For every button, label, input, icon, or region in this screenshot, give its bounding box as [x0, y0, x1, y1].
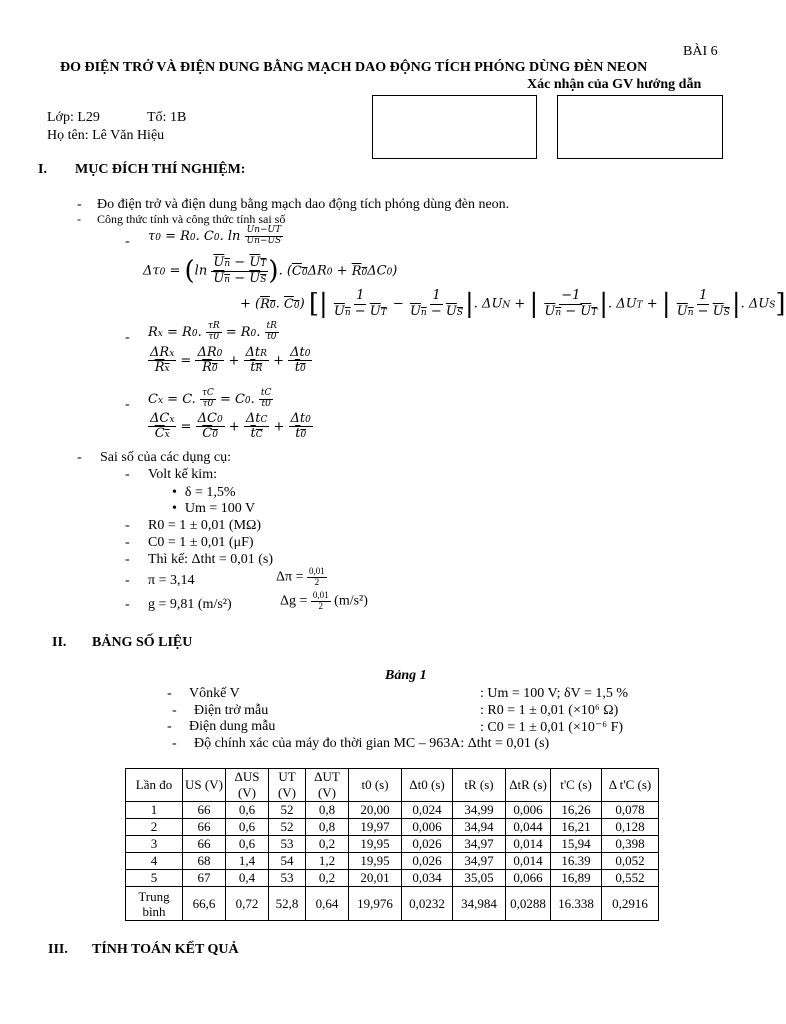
lesson-number: BÀI 6: [683, 44, 718, 59]
table-row: [126, 802, 659, 819]
cell: 0,128: [602, 819, 659, 836]
col-header: Lần đo: [126, 769, 183, 802]
table-row: [126, 836, 659, 853]
cell: 16,26: [551, 802, 602, 819]
col-header: Δ t'C (s): [602, 769, 659, 802]
cell: 0,078: [602, 802, 659, 819]
dash: -: [125, 397, 130, 412]
timer-item: Thì kế: Δtht = 0,01 (s): [148, 552, 273, 567]
section2-heading: BẢNG SỐ LIỆU: [92, 635, 193, 650]
formula-rx: Rx = R0. $\frac{\tau R}{\tau 0}$ = R0. $\frac{tR}{t0}$: [148, 321, 277, 342]
dash: -: [125, 330, 130, 345]
cell: 0,052: [602, 853, 659, 870]
cell: 0,066: [506, 870, 551, 887]
cell: 16.338: [551, 887, 602, 921]
cell: 0,72: [226, 887, 269, 921]
cell: 52: [269, 802, 306, 819]
dash: -: [172, 736, 177, 751]
cell: 0,2: [306, 870, 349, 887]
section3-number: III.: [48, 942, 68, 957]
dash: -: [167, 719, 172, 734]
purpose-item: Đo điện trở và điện dung bằng mạch dao động tích phóng dùng đèn neon.: [97, 197, 510, 212]
cell: 0,026: [402, 836, 453, 853]
dash: -: [167, 686, 172, 701]
spec-label: Điện trở mẫu: [194, 703, 269, 718]
dash: -: [125, 234, 130, 249]
cell: 0,006: [402, 819, 453, 836]
voltmeter-label: Volt kế kim:: [148, 467, 217, 482]
cell: 0,6: [226, 802, 269, 819]
g-item: g = 9,81 (m/s²): [148, 597, 232, 612]
table-row: [126, 819, 659, 836]
cell: 0,0288: [506, 887, 551, 921]
formula-delta-rx: $\frac{\text{ΔRx}}{Rx}$ = $\frac{\Delta R0}{R0}$ + $\frac{\text{ΔtR}}{tR}$ + $\frac{\Delta t0}{t0}$: [150, 345, 311, 376]
formula-tau0: τ0 = R0. C0. ln $\frac{Un-UT}{Un-US}$: [148, 225, 282, 246]
dash: -: [125, 467, 130, 482]
cell: 0,4: [226, 870, 269, 887]
cell: 19,95: [349, 853, 402, 870]
cell: 34,97: [453, 836, 506, 853]
spec-label: Điện dung mẫu: [189, 719, 276, 734]
class-label: Lớp: L29: [47, 110, 100, 125]
col-header: ΔUT (V): [306, 769, 349, 802]
col-header: ΔUS (V): [226, 769, 269, 802]
cell: 34,984: [453, 887, 506, 921]
cell: 0,398: [602, 836, 659, 853]
um-item: • Um = 100 V: [172, 501, 255, 517]
section2-number: II.: [52, 635, 67, 650]
student-name: Họ tên: Lê Văn Hiệu: [47, 128, 165, 143]
pi-item: π = 3,14: [148, 573, 195, 588]
cell: 66: [183, 836, 226, 853]
dash: -: [77, 450, 82, 465]
cell: 52: [269, 819, 306, 836]
cell: 19,95: [349, 836, 402, 853]
formula-delta-tau0-cont: + (R0. C0) [| $\frac{1}{Un - UT}$ − $\frac{1}{Un - US}$ |. ΔUN + | $\frac{-1}{Un - UT}$ |. ΔUT + | $\frac{1}{Un - US}$ |. ΔUS]: [240, 288, 786, 319]
col-header: Δt0 (s): [402, 769, 453, 802]
cell: 67: [183, 870, 226, 887]
cell: 15,94: [551, 836, 602, 853]
col-header: t'C (s): [551, 769, 602, 802]
section3-heading: TÍNH TOÁN KẾT QUẢ: [92, 942, 239, 957]
data-table: [125, 768, 659, 921]
cell: 0,006: [506, 802, 551, 819]
cell: 52,8: [269, 887, 306, 921]
cell: 1,4: [226, 853, 269, 870]
cell: 66: [183, 819, 226, 836]
signature-box-1: [372, 95, 537, 159]
dash: -: [125, 597, 130, 612]
cell: 0,2: [306, 836, 349, 853]
cell: 66,6: [183, 887, 226, 921]
dash: -: [125, 573, 130, 588]
table-row: [126, 853, 659, 870]
cell: 0,034: [402, 870, 453, 887]
teacher-confirm-label: Xác nhận của GV hướng dẫn: [527, 77, 702, 92]
cell: 54: [269, 853, 306, 870]
col-header: UT (V): [269, 769, 306, 802]
cell: 66: [183, 802, 226, 819]
formula-cx: Cx = C. $\frac{\tau C}{\tau 0}$ = C0. $\frac{tC}{t0}$: [148, 388, 272, 409]
cell: 20,01: [349, 870, 402, 887]
cell: 3: [126, 836, 183, 853]
formula-delta-tau0: Δτ0 = (ln $\frac{Un - UT}{Un - US}$ ). (C0ΔR0 + R0ΔC0): [143, 255, 398, 286]
formula-intro: Công thức tính và công thức tính sai số: [97, 212, 286, 226]
cell: 1: [126, 802, 183, 819]
cell: 4: [126, 853, 183, 870]
spec-label: Vônkế V: [189, 686, 240, 701]
section1-heading: MỤC ĐÍCH THÍ NGHIỆM:: [75, 162, 246, 177]
table-header-row: [126, 769, 659, 802]
section1-number: I.: [38, 162, 47, 177]
cell: 35,05: [453, 870, 506, 887]
precision-note: Độ chính xác của máy đo thời gian MC – 963A: Δtht = 0,01 (s): [194, 736, 550, 751]
dash: -: [172, 703, 177, 718]
cell: 0,6: [226, 836, 269, 853]
spec-value: : R0 = 1 ± 0,01 (×10⁶ Ω): [480, 703, 619, 718]
cell: 68: [183, 853, 226, 870]
dpi-item: Δπ = $\frac{0,01}{2}$: [276, 566, 325, 587]
cell: 34,94: [453, 819, 506, 836]
dash: -: [77, 212, 81, 226]
cell: 0,8: [306, 819, 349, 836]
formula-delta-cx: $\frac{\text{ΔCx}}{Cx}$ = $\frac{\Delta C0}{C0}$ + $\frac{\text{ΔtC}}{tC}$ + $\frac{\Delta t0}{t0}$: [150, 411, 311, 442]
cell: 0,6: [226, 819, 269, 836]
cell: 19,976: [349, 887, 402, 921]
delta-item: • δ = 1,5%: [172, 485, 236, 501]
cell: 16.39: [551, 853, 602, 870]
cell: 34,99: [453, 802, 506, 819]
cell: 0,044: [506, 819, 551, 836]
dash: -: [125, 552, 130, 567]
cell: Trung bình: [126, 887, 183, 921]
cell: 0,014: [506, 853, 551, 870]
cell: 0,026: [402, 853, 453, 870]
cell: 0,64: [306, 887, 349, 921]
col-header: t0 (s): [349, 769, 402, 802]
cell: 20,00: [349, 802, 402, 819]
cell: 34,97: [453, 853, 506, 870]
spec-value: : Um = 100 V; δV = 1,5 %: [480, 686, 629, 701]
cell: 16,21: [551, 819, 602, 836]
cell: 53: [269, 836, 306, 853]
cell: 5: [126, 870, 183, 887]
dash: -: [125, 518, 130, 533]
cell: 2: [126, 819, 183, 836]
cell: 0,0232: [402, 887, 453, 921]
cell: 0,552: [602, 870, 659, 887]
group-label: Tổ: 1B: [147, 110, 187, 125]
c0-item: C0 = 1 ± 0,01 (μF): [148, 535, 254, 550]
errors-heading: Sai số của các dụng cụ:: [100, 450, 232, 465]
document-title: ĐO ĐIỆN TRỞ VÀ ĐIỆN DUNG BẰNG MẠCH DAO ĐỘNG TÍCH PHÓNG DÙNG ĐÈN NEON: [60, 60, 648, 75]
col-header: US (V): [183, 769, 226, 802]
table-row: [126, 870, 659, 887]
cell: 19,97: [349, 819, 402, 836]
dash: -: [77, 197, 82, 212]
dash: -: [125, 535, 130, 550]
cell: 53: [269, 870, 306, 887]
spec-value: : C0 = 1 ± 0,01 (×10⁻⁶ F): [480, 720, 624, 735]
col-header: tR (s): [453, 769, 506, 802]
signature-box-2: [557, 95, 723, 159]
r0-item: R0 = 1 ± 0,01 (MΩ): [148, 518, 262, 533]
table-row-average: [126, 887, 659, 921]
cell: 0,2916: [602, 887, 659, 921]
col-header: ΔtR (s): [506, 769, 551, 802]
cell: 1,2: [306, 853, 349, 870]
dg-item: Δg = $\frac{0,01}{2}$ (m/s²): [280, 590, 368, 611]
cell: 0,8: [306, 802, 349, 819]
table-title: Bảng 1: [385, 668, 427, 683]
cell: 16,89: [551, 870, 602, 887]
cell: 0,014: [506, 836, 551, 853]
cell: 0,024: [402, 802, 453, 819]
